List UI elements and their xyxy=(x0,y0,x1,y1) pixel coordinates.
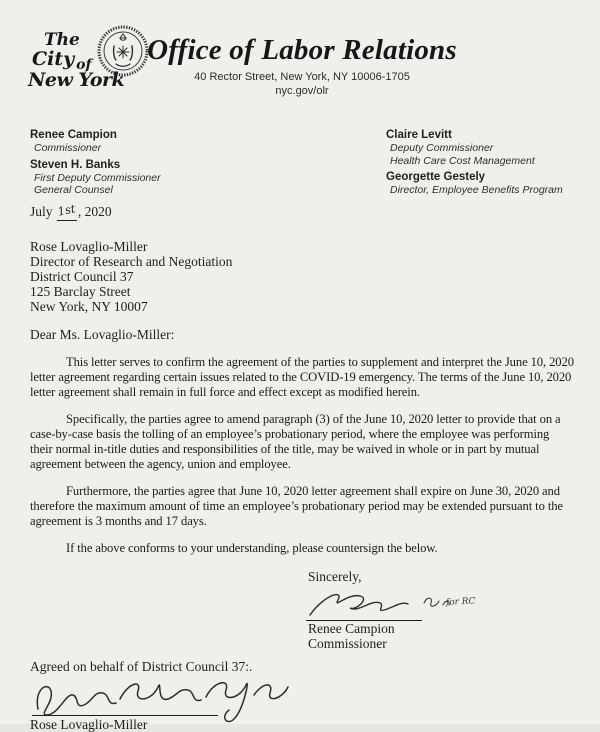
commissioner-signature-area xyxy=(308,587,528,621)
recipient-line: Director of Research and Negotiation xyxy=(30,254,233,269)
union-signature-area xyxy=(30,673,310,725)
official-steven-banks: Steven H. Banks First Deputy Commissioner General Counsel xyxy=(30,158,161,196)
body-paragraph-1: This letter serves to confirm the agreement of the parties to supplement and interpret the June 10, 2020 letter agreement regarding certain issues related to the COVID-19 emergency. The terms of the June 10, 2020 letter agreement shall remain in full force and effect except as modified herein. xyxy=(30,355,574,399)
official-renee-campion: Renee Campion Commissioner xyxy=(30,129,117,154)
official-claire-levitt: Claire Levitt Deputy Commissioner Health Care Cost Management xyxy=(386,129,535,167)
handwritten-day: 1st xyxy=(57,204,77,221)
recipient-line: District Council 37 xyxy=(30,269,134,284)
renee-campion-signature xyxy=(304,587,504,621)
closing-block xyxy=(308,569,574,651)
officials-right-column xyxy=(386,128,563,200)
logo-word-newyork: New York xyxy=(28,69,125,91)
logo-text xyxy=(28,32,150,90)
org-title: Office of Labor Relations xyxy=(147,34,457,66)
date-line: July 1st, 2020 xyxy=(30,201,112,219)
signature-line xyxy=(306,620,422,621)
countersign-line xyxy=(32,715,218,716)
body-paragraph-2: Specifically, the parties agree to amend paragraph (3) of the June 10, 2020 letter to provide that on a case-by-case basis the tolling of an employee’s probationary period, where the employee was performing their normal in-title duties and responsibilities of the title, may be waived in whole or in part by mutual agreement between the agency, union and employee. xyxy=(30,412,561,471)
countersign-block xyxy=(30,659,574,732)
recipient-line: New York, NY 10007 xyxy=(30,299,148,314)
salutation: Dear Ms. Lovaglio-Miller: xyxy=(30,327,175,342)
org-address: 40 Rector Street, New York, NY 10006-1705 xyxy=(194,71,410,83)
recipient-address xyxy=(30,239,574,314)
recipient-line: Rose Lovaglio-Miller xyxy=(30,239,148,254)
logo-word-the: The xyxy=(44,30,80,50)
nyc-logo xyxy=(28,32,150,112)
letterhead xyxy=(30,26,574,112)
recipient-line: 125 Barclay Street xyxy=(30,284,131,299)
rose-lovaglio-miller-signature xyxy=(30,673,310,725)
valediction: Sincerely, xyxy=(308,569,362,584)
org-website: nyc.gov/olr xyxy=(275,85,329,97)
official-georgette-gestely: Georgette Gestely Director, Employee Benefits Program xyxy=(386,171,563,196)
countersign-label: Agreed on behalf of District Council 37:. xyxy=(30,659,253,674)
body-paragraph-3: Furthermore, the parties agree that June 10, 2020 letter agreement shall expire on June 30, 2020 and therefore the maximum amount of time an employee’s probationary period may be extended pursuant to the agreement is 3 months and 17 days. xyxy=(30,484,563,528)
countersigner-name: Rose Lovaglio-Miller xyxy=(30,717,148,732)
signature-note: for RC xyxy=(445,596,476,608)
signer-title: Commissioner xyxy=(308,636,387,651)
logo-word-city-of: City of xyxy=(32,48,92,73)
officials-block xyxy=(30,128,574,194)
body-paragraph-4: If the above conforms to your understanding, please countersign the below. xyxy=(66,541,438,555)
signer-name: Renee Campion xyxy=(308,621,395,636)
